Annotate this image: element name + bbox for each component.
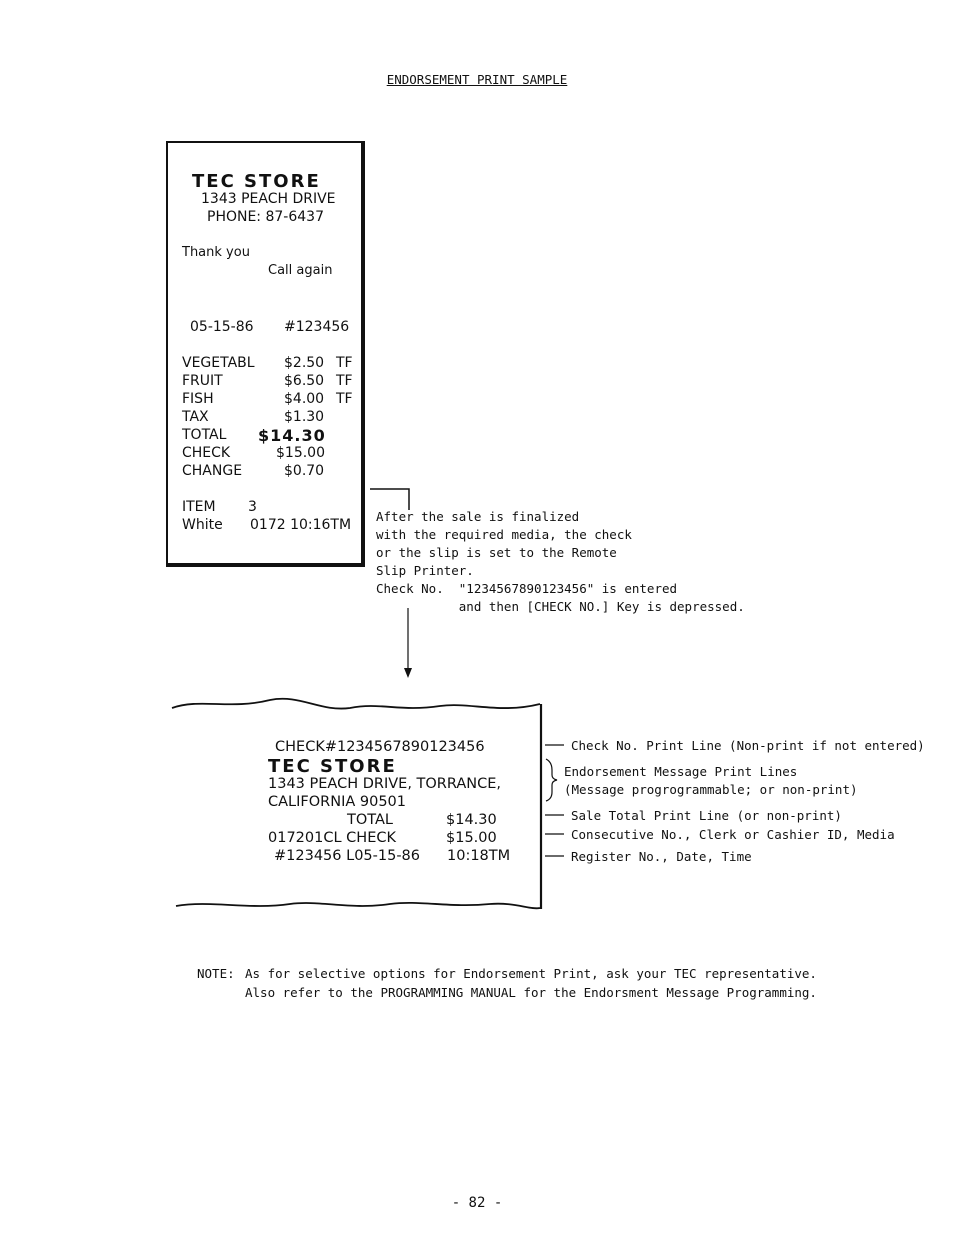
slip-register-time: 10:18TM — [447, 848, 511, 864]
note-line: As for selective options for Endorsement Print, ask your TEC representative. — [245, 966, 817, 981]
legend-consecutive: Consecutive No., Clerk or Cashier ID, Media — [571, 827, 895, 842]
receipt-item-name: FISH — [182, 391, 214, 407]
receipt-check-amount: $15.00 — [276, 445, 325, 461]
slip-media-amount: $15.00 — [446, 830, 497, 846]
receipt-store-name: TEC STORE — [192, 171, 321, 192]
receipt-number: #123456 — [284, 319, 350, 335]
legend-register: Register No., Date, Time — [571, 849, 752, 864]
slip-total-amount: $14.30 — [446, 812, 497, 828]
receipt-item-flag: TF — [336, 373, 353, 389]
receipt-item-amount: $6.50 — [284, 373, 325, 389]
slip-message-line: CALIFORNIA 90501 — [268, 794, 407, 810]
receipt-item-name: FRUIT — [182, 373, 223, 389]
receipt-item-name: TAX — [182, 409, 209, 425]
receipt-check-label: CHECK — [182, 445, 231, 461]
note-label: NOTE: — [197, 966, 235, 981]
explanation-line: with the required media, the check — [376, 527, 632, 542]
explanation-line: Slip Printer. — [376, 563, 474, 578]
explanation-line: or the slip is set to the Remote — [376, 545, 617, 560]
receipt-thanks: Thank you — [182, 245, 250, 260]
explanation-line: Check No. "1234567890123456" is entered — [376, 581, 678, 596]
slip-total-label: TOTAL — [347, 812, 393, 828]
legend-endorsement-note: (Message progrogrammable; or non-print) — [564, 782, 858, 797]
receipt-item-amount: $1.30 — [284, 409, 325, 425]
receipt-change-amount: $0.70 — [284, 463, 325, 479]
slip-check-line: CHECK#1234567890123456 — [275, 739, 485, 755]
receipt-item-amount: $4.00 — [284, 391, 325, 407]
explanation-line: After the sale is finalized — [376, 509, 580, 524]
slip-store-name: TEC STORE — [268, 756, 397, 777]
receipt-phone: PHONE: 87-6437 — [207, 209, 324, 225]
receipt-item-flag: TF — [336, 391, 353, 407]
receipt-total-amount: $14.30 — [258, 426, 326, 445]
receipt-address: 1343 PEACH DRIVE — [201, 191, 336, 207]
receipt-item-flag: TF — [336, 355, 353, 371]
receipt-total-label: TOTAL — [182, 427, 227, 443]
explanation-line: and then [CHECK NO.] Key is depressed. — [376, 599, 745, 614]
note-line: Also refer to the PROGRAMMING MANUAL for the Endorsment Message Programming. — [245, 985, 817, 1000]
receipt-item-label: ITEM — [182, 499, 216, 515]
receipt-call-again: Call again — [268, 263, 333, 278]
page-title: ENDORSEMENT PRINT SAMPLE — [386, 72, 568, 87]
page-number: - 82 - — [451, 1195, 503, 1211]
slip-media-line: 017201CL CHECK — [268, 830, 396, 846]
legend-check-no: Check No. Print Line (Non-print if not entered) — [571, 738, 925, 753]
receipt-item-count: 3 — [248, 499, 257, 515]
receipt-date: 05-15-86 — [190, 319, 254, 335]
receipt-item-name: VEGETABL — [182, 355, 255, 371]
legend-sale-total: Sale Total Print Line (or non-print) — [571, 808, 842, 823]
legend-endorsement: Endorsement Message Print Lines — [564, 764, 798, 779]
receipt-clerk: White — [182, 517, 223, 533]
receipt-item-amount: $2.50 — [284, 355, 325, 371]
receipt-change-label: CHANGE — [182, 463, 243, 479]
slip-message-line: 1343 PEACH DRIVE, TORRANCE, — [268, 776, 502, 792]
slip-register-line: #123456 L05-15-86 — [274, 848, 421, 864]
receipt-consecutive-time: 0172 10:16TM — [250, 517, 352, 533]
